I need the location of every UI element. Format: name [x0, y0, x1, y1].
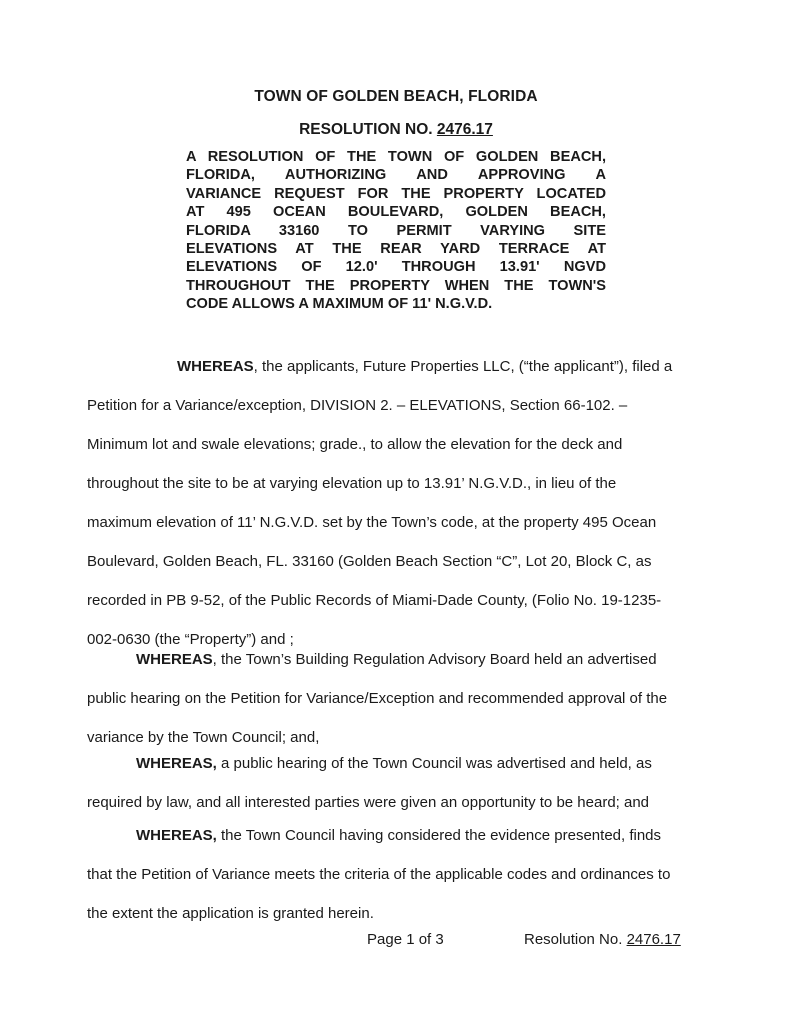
whereas-lead: WHEREAS: [136, 651, 213, 668]
heading-line: A RESOLUTION OF THE TOWN OF GOLDEN BEACH,: [186, 149, 606, 165]
paragraph-line: 002-0630 (the “Property”) and ;: [87, 631, 294, 648]
heading-line: ELEVATIONS AT THE REAR YARD TERRACE AT: [186, 241, 606, 258]
paragraph-first-line: [87, 640, 698, 679]
whereas-lead: WHEREAS,: [136, 755, 217, 772]
heading-line: VARIANCE REQUEST FOR THE PROPERTY LOCATED: [186, 185, 606, 202]
paragraph-first-line: [87, 816, 698, 855]
resolution-label: RESOLUTION NO.: [299, 121, 433, 138]
heading-line: THROUGHOUT THE PROPERTY WHEN THE TOWN'S: [186, 277, 606, 294]
paragraph-line: Boulevard, Golden Beach, FL. 33160 (Golden Beach Section “C”, Lot 20, Block C, as: [87, 553, 652, 570]
paragraph-line: public hearing on the Petition for Variance/Exception and recommended approval of the: [87, 690, 668, 707]
whereas-paragraph-4: [87, 816, 698, 933]
heading-line: CODE ALLOWS A MAXIMUM OF 11' N.G.V.D.: [186, 296, 493, 313]
whereas-paragraph-2: [87, 640, 698, 757]
paragraph-text: the Town Council having considered the evidence presented, finds: [216, 827, 662, 844]
town-title: TOWN OF GOLDEN BEACH, FLORIDA: [254, 88, 538, 105]
paragraph-text: , the Town’s Building Regulation Advisory Board held an advertised: [212, 651, 657, 668]
footer-resolution: [524, 931, 681, 948]
paragraph-line: the extent the application is granted herein.: [87, 905, 374, 922]
paragraph-text: , the applicants, Future Properties LLC, (“the applicant”), filed a: [253, 358, 673, 375]
resolution-heading: [186, 148, 606, 314]
heading-line: ELEVATIONS OF 12.0' THROUGH 13.91' NGVD: [186, 259, 606, 276]
paragraph-line: variance by the Town Council; and,: [87, 729, 320, 746]
heading-line: FLORIDA 33160 TO PERMIT VARYING SITE: [186, 222, 606, 239]
paragraph-line: throughout the site to be at varying elevation up to 13.91’ N.G.V.D., in lieu of the: [87, 475, 617, 492]
resolution-title: [0, 121, 792, 139]
paragraph-line: that the Petition of Variance meets the criteria of the applicable codes and ordinances to: [87, 866, 671, 883]
paragraph-line: maximum elevation of 11’ N.G.V.D. set by the Town’s code, at the property 495 Ocean: [87, 514, 657, 531]
paragraph-line: Minimum lot and swale elevations; grade., to allow the elevation for the deck and: [87, 436, 623, 453]
paragraph-first-line: [87, 347, 698, 386]
heading-line: FLORIDA, AUTHORIZING AND APPROVING A: [186, 167, 606, 184]
whereas-paragraph-3: [87, 744, 698, 822]
whereas-paragraph-1: [87, 347, 698, 659]
paragraph-line: Petition for a Variance/exception, DIVISION 2. – ELEVATIONS, Section 66-102. –: [87, 397, 628, 414]
resolution-number: 2476.17: [436, 121, 493, 138]
whereas-lead: WHEREAS,: [136, 827, 217, 844]
footer-resolution-label: Resolution No.: [524, 931, 627, 948]
heading-line: AT 495 OCEAN BOULEVARD, GOLDEN BEACH,: [186, 204, 606, 221]
paragraph-first-line: [87, 744, 698, 783]
paragraph-text: a public hearing of the Town Council was advertised and held, as: [216, 755, 652, 772]
footer-resolution-number: 2476.17: [626, 931, 681, 948]
whereas-lead: WHEREAS: [177, 358, 254, 375]
paragraph-line: required by law, and all interested parties were given an opportunity to be heard; and: [87, 794, 650, 811]
page-number: Page 1 of 3: [367, 931, 444, 948]
paragraph-line: recorded in PB 9-52, of the Public Records of Miami-Dade County, (Folio No. 19-1235-: [87, 592, 662, 609]
